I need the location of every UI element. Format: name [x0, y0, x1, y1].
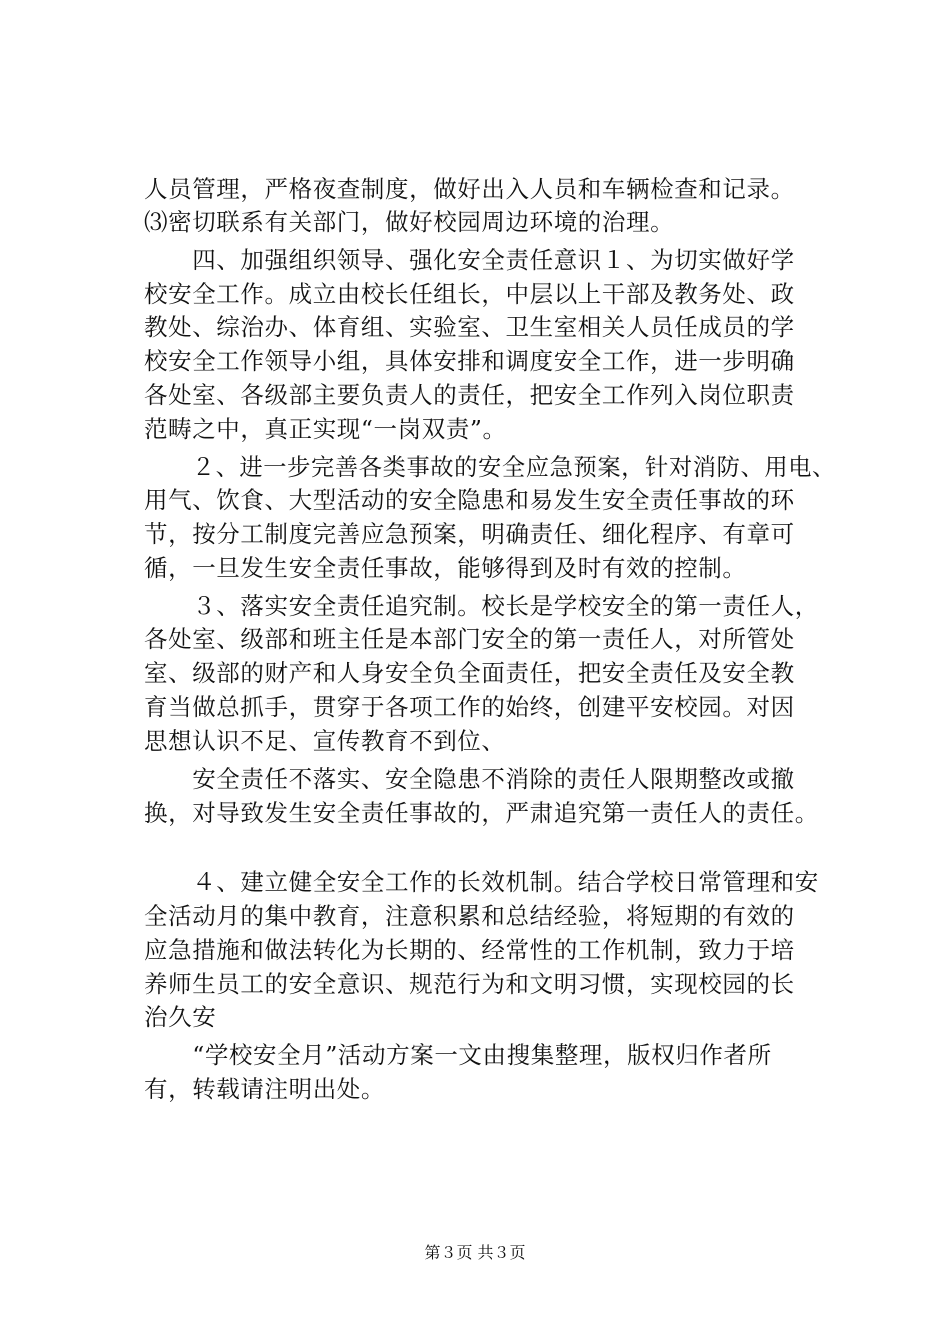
text-line: 校安全工作领导小组，具体安排和调度安全工作，进一步明确	[144, 347, 795, 375]
text-line: 范畴之中，真正实现“一岗双责”。	[144, 415, 507, 443]
text-line: 各处室、级部和班主任是本部门安全的第一责任人，对所管处	[144, 625, 795, 653]
text-line: 育当做总抓手，贯穿于各项工作的始终，创建平安校园。对因	[144, 693, 795, 721]
text-line: 四、加强组织领导、强化安全责任意识１、为切实做好学	[144, 246, 795, 274]
text-line: “学校安全月”活动方案一文由搜集整理，版权归作者所	[144, 1041, 772, 1069]
text-line: ２、进一步完善各类事故的安全应急预案，针对消防、用电、	[144, 453, 836, 481]
text-line: 循，一旦发生安全责任事故，能够得到及时有效的控制。	[144, 554, 747, 582]
text-line: 人员管理，严格夜查制度，做好出入人员和车辆检查和记录。	[144, 175, 795, 203]
page-footer: 第３页 共３页	[424, 1243, 526, 1262]
text-line: 校安全工作。成立由校长任组长，中层以上干部及教务处、政	[144, 280, 795, 308]
text-line: 安全责任不落实、安全隐患不消除的责任人限期整改或撤	[144, 765, 795, 793]
text-line: 治久安	[144, 1003, 217, 1031]
text-line: 室、级部的财产和人身安全负全面责任，把安全责任及安全教	[144, 659, 795, 687]
text-line: 全活动月的集中教育，注意积累和总结经验，将短期的有效的	[144, 902, 795, 930]
text-line: ⑶密切联系有关部门，做好校园周边环境的治理。	[144, 208, 675, 236]
text-line: 用气、饮食、大型活动的安全隐患和易发生安全责任事故的环	[144, 486, 795, 514]
text-line: 各处室、各级部主要负责人的责任，把安全工作列入岗位职责	[144, 381, 795, 409]
text-line: 思想认识不足、宣传教育不到位、	[144, 727, 506, 755]
text-line: 换，对导致发生安全责任事故的，严肃追究第一责任人的责任。	[144, 799, 819, 827]
text-line: 养师生员工的安全意识、规范行为和文明习惯，实现校园的长	[144, 970, 795, 998]
text-line: 有，转载请注明出处。	[144, 1075, 385, 1103]
text-line: 教处、综治办、体育组、实验室、卫生室相关人员任成员的学	[144, 313, 795, 341]
text-line: ４、建立健全安全工作的长效机制。结合学校日常管理和安	[144, 868, 819, 896]
text-line: 应急措施和做法转化为长期的、经常性的工作机制，致力于培	[144, 936, 795, 964]
text-line: 节，按分工制度完善应急预案，明确责任、细化程序、有章可	[144, 520, 795, 548]
text-line: ３、落实安全责任追究制。校长是学校安全的第一责任人，	[144, 592, 819, 620]
